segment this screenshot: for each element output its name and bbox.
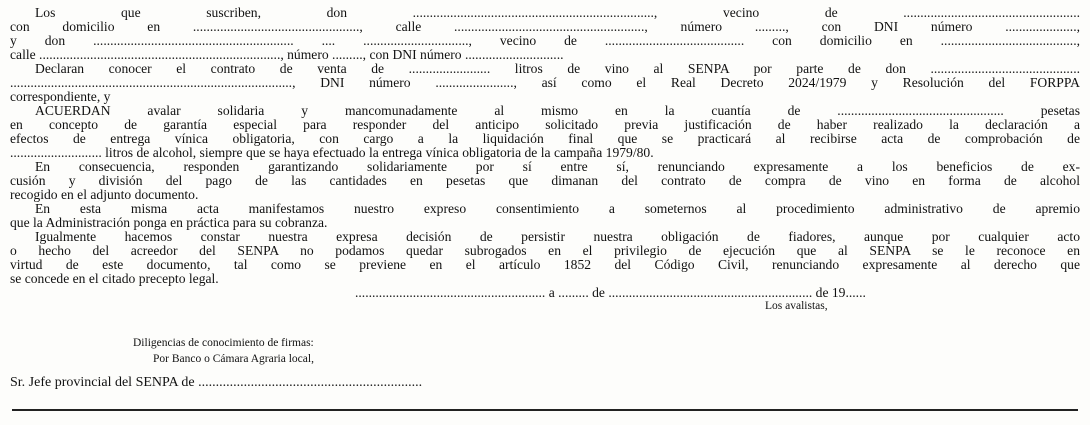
paragraph-line-10: efectos de entrega vínica obligatoria, con cargo a la liquidación final que se practicará al recibirse acta de comprobación de bbox=[10, 131, 1080, 146]
paragraph-line-17: Igualmente hacemos constar nuestra expresa decisión de persistir nuestra obligación de fiadores, aunque por cualquier acto bbox=[35, 229, 1080, 244]
paragraph-line-5: Declaran conocer el contrato de venta de ........................ litros de vino al SENPA por parte de don ............................................ bbox=[35, 61, 1080, 76]
paragraph-line-20: se concede en el citado precepto legal. bbox=[10, 271, 219, 286]
paragraph-line-16: que la Administración ponga en práctica para su cobranza. bbox=[10, 215, 328, 230]
paragraph-line-14: recogido en el adjunto documento. bbox=[10, 187, 199, 202]
paragraph-line-12: En consecuencia, responden garantizando solidariamente por sí entre sí, renunciando expresamente a los beneficios de ex- bbox=[35, 159, 1080, 174]
avalistas-label: Los avalistas, bbox=[765, 300, 828, 312]
paragraph-line-13: cusión y división del pago de las cantidades en pesetas que dimanan del contrato de compra de vino en forma de alcohol bbox=[10, 173, 1080, 188]
paragraph-line-1: Los que suscriben, don ......................................................................., vecino de .................................................... bbox=[35, 5, 1080, 20]
diligencias-label: Diligencias de conocimiento de firmas: bbox=[133, 337, 314, 349]
paragraph-line-15: En esta misma acta manifestamos nuestro expreso consentimiento a someternos al procedimiento administrativo de apremio bbox=[35, 201, 1080, 216]
paragraph-line-8: ACUERDAN avalar solidaria y mancomunadamente al mismo en la cuantía de ................................................. pesetas bbox=[35, 103, 1080, 118]
bottom-rule bbox=[12, 409, 1078, 411]
diligencias-sublabel: Por Banco o Cámara Agraria local, bbox=[153, 353, 314, 365]
paragraph-line-2: con domicilio en ................................................., calle ........................................................, número ........., con DNI número ....................., bbox=[10, 19, 1080, 34]
paragraph-line-7: correspondiente, y bbox=[10, 89, 111, 104]
paragraph-line-6: ..................................................................................., DNI número ......................., así como el Real Decreto 2024/1979 y Resolución del FORPPA bbox=[10, 75, 1080, 90]
paragraph-line-4: calle ......................................................................., número ........., con DNI número ............................. bbox=[10, 47, 564, 62]
place-date-line: ........................................................ a ......... de ............................................................ de 19...... bbox=[355, 285, 866, 300]
paragraph-line-19: virtud de este documento, tal como se previene en el artículo 1852 del Código Civil, renunciando expresamente al derecho que bbox=[10, 257, 1080, 272]
paragraph-line-9: en concepto de garantía especial para responder del anticipo solicitado previa justificación de haber realizado la declaración a bbox=[10, 117, 1080, 132]
addressee-line: Sr. Jefe provincial del SENPA de ................................................................ bbox=[10, 375, 423, 390]
paragraph-line-11: ........................... litros de alcohol, siempre que se haya efectuado la entrega vínica obligatoria de la campaña 1979/80. bbox=[10, 145, 654, 160]
paragraph-line-3: y don ........................................................... .... ..............................., vecino de ......................................... con domicilio en ........................................, bbox=[10, 33, 1080, 48]
paragraph-line-18: o hecho del acreedor del SENPA no podamos quedar subrogados en el privilegio de ejecución que al SENPA se le reconoce en bbox=[10, 243, 1080, 258]
